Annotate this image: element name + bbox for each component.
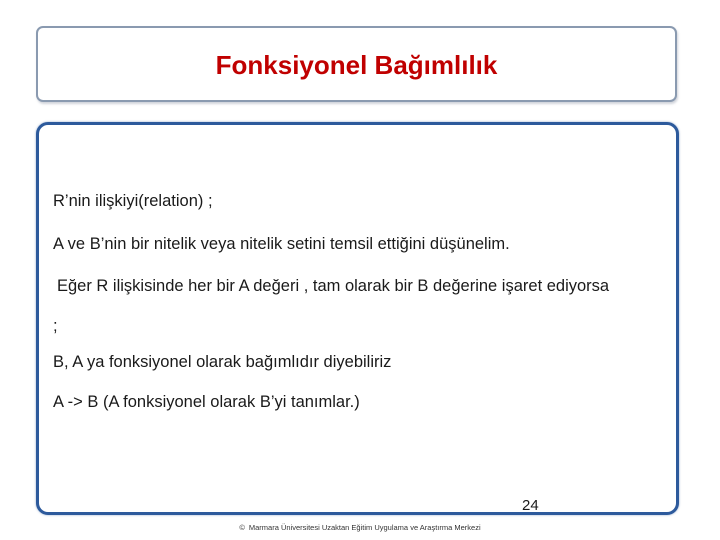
paragraph-attribute-sets: A ve B’nin bir nitelik veya nitelik setini temsil ettiğini düşünelim. [53,235,510,253]
footer [0,523,720,533]
copyright-symbol: © [239,523,245,532]
slide-title: Fonksiyonel Bağımlılık [215,50,498,80]
content-box [36,122,679,515]
paragraph-semicolon: ; [53,317,58,335]
paragraph-notation: A -> B (A fonksiyonel olarak B’yi tanımlar.) [53,393,360,411]
page-number: 24 [522,497,539,514]
footer-text: Marmara Üniversitesi Uzaktan Eğitim Uygulama ve Araştırma Merkezi [248,523,481,532]
paragraph-dependency: B, A ya fonksiyonel olarak bağımlıdır diyebiliriz [53,353,392,371]
title-box [36,26,677,102]
paragraph-relation: R’nin ilişkiyi(relation) ; [53,192,213,210]
paragraph-condition: Eğer R ilişkisinde her bir A değeri , tam olarak bir B değerine işaret ediyorsa [57,277,610,295]
